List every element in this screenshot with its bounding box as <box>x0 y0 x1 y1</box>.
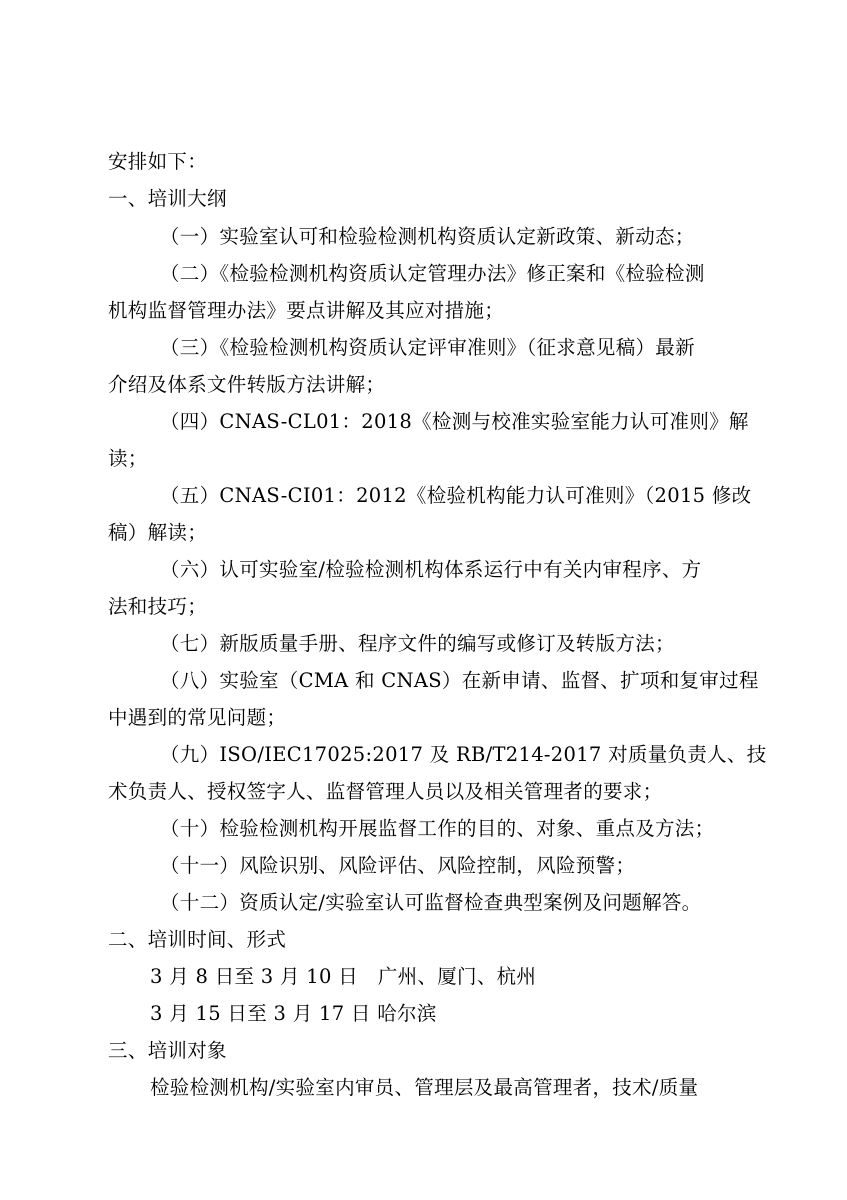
outline-item-1: （一）实验室认可和检验检测机构资质认定新政策、新动态； <box>160 225 695 248</box>
schedule-line-1: 3 月 8 日至 3 月 10 日 广州、厦门、杭州 <box>150 965 537 988</box>
outline-item-7: （七）新版质量手册、程序文件的编写或修订及转版方法； <box>160 632 675 655</box>
section-heading-audience: 三、培训对象 <box>108 1039 227 1062</box>
outline-item-5-cont: 稿）解读； <box>108 521 208 544</box>
outline-item-3-cont: 介绍及体系文件转版方法讲解； <box>108 373 386 396</box>
outline-item-9: （九）ISO/IEC17025:2017 及 RB/T214-2017 对质量负责人、技 <box>160 743 767 766</box>
section-heading-time: 二、培训时间、形式 <box>108 928 287 951</box>
outline-item-10: （十）检验检测机构开展监督工作的目的、对象、重点及方法； <box>160 817 715 840</box>
outline-item-6: （六）认可实验室/检验检测机构体系运行中有关内审程序、方 <box>160 558 702 581</box>
outline-item-12: （十二）资质认定/实验室认可监督检查典型案例及问题解答。 <box>160 891 702 914</box>
audience-line: 检验检测机构/实验室内审员、管理层及最高管理者，技术/质量 <box>150 1076 699 1099</box>
outline-item-11: （十一）风险识别、风险评估、风险控制，风险预警； <box>160 854 636 877</box>
outline-item-8: （八）实验室（CMA 和 CNAS）在新申请、监督、扩项和复审过程 <box>160 669 759 692</box>
intro-line: 安排如下： <box>108 150 208 173</box>
outline-item-3: （三）《检验检测机构资质认定评审准则》（征求意见稿）最新 <box>160 336 695 359</box>
section-heading-outline: 一、培训大纲 <box>108 187 227 210</box>
outline-item-4: （四）CNAS-CL01：2018《检测与校准实验室能力认可准则》解 <box>160 410 749 433</box>
outline-item-5: （五）CNAS-CI01：2012《检验机构能力认可准则》（2015 修改 <box>160 484 752 507</box>
outline-item-2: （二）《检验检测机构资质认定管理办法》修正案和《检验检测 <box>160 262 705 285</box>
outline-item-2-cont: 机构监督管理办法》要点讲解及其应对措施； <box>108 299 505 322</box>
outline-item-6-cont: 法和技巧； <box>108 595 208 618</box>
schedule-line-2: 3 月 15 日至 3 月 17 日 哈尔滨 <box>150 1002 437 1025</box>
outline-item-8-cont: 中遇到的常见问题； <box>108 706 287 729</box>
outline-item-9-cont: 术负责人、授权签字人、监督管理人员以及相关管理者的要求； <box>108 780 663 803</box>
outline-item-4-cont: 读； <box>108 447 148 470</box>
